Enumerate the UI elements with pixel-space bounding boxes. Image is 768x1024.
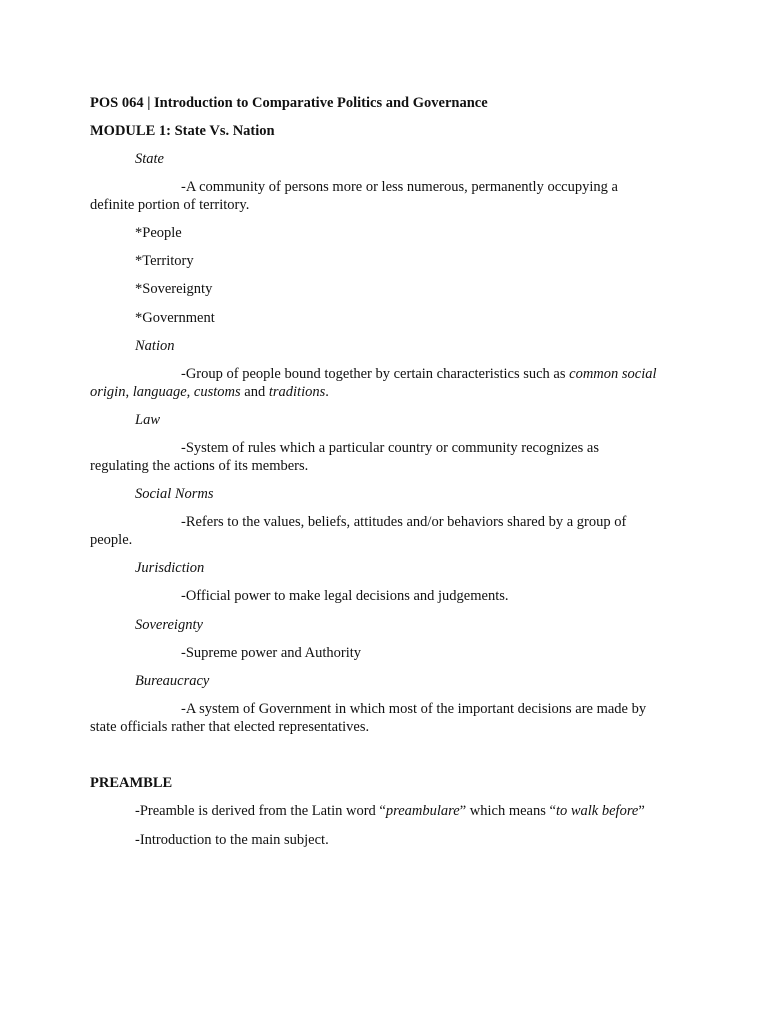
nation-definition-line2 bbox=[90, 383, 329, 401]
preamble-meaning: to walk before bbox=[555, 803, 639, 819]
law-definition-line2: regulating the actions of its members. bbox=[90, 458, 309, 474]
preamble-line1 bbox=[135, 802, 645, 820]
nation-sep: , bbox=[186, 384, 194, 400]
term-law: Law bbox=[135, 412, 160, 428]
nation-origin: origin bbox=[90, 384, 126, 400]
nation-sep: and bbox=[240, 384, 269, 400]
nation-def-emphasis: common social bbox=[569, 366, 657, 382]
state-element-people: *People bbox=[135, 225, 182, 241]
preamble-text: ” bbox=[638, 803, 645, 819]
state-element-government: *Government bbox=[135, 310, 215, 326]
social-norms-definition-line2: people. bbox=[90, 532, 133, 548]
nation-def-text: -Group of people bound together by certain characteristics such as bbox=[181, 366, 570, 382]
nation-sep: , bbox=[125, 384, 133, 400]
preamble-line2: -Introduction to the main subject. bbox=[135, 832, 329, 848]
bureaucracy-definition-line1: -A system of Government in which most of the important decisions are made by bbox=[181, 701, 647, 717]
bureaucracy-definition-line2: state officials rather that elected representatives. bbox=[90, 719, 370, 735]
nation-customs: customs bbox=[193, 384, 241, 400]
state-element-territory: *Territory bbox=[135, 253, 194, 269]
preamble-text: -Preamble is derived from the Latin word “ bbox=[135, 803, 386, 819]
state-element-sovereignty: *Sovereignty bbox=[135, 281, 213, 297]
state-definition-line2: definite portion of territory. bbox=[90, 197, 250, 213]
preamble-heading: PREAMBLE bbox=[90, 775, 173, 791]
nation-end: . bbox=[325, 384, 329, 400]
social-norms-definition-line1: -Refers to the values, beliefs, attitudes and/or behaviors shared by a group of bbox=[181, 514, 627, 530]
preamble-latin-word: preambulare bbox=[385, 803, 460, 819]
course-title: POS 064 | Introduction to Comparative Politics and Governance bbox=[90, 95, 488, 111]
term-jurisdiction: Jurisdiction bbox=[135, 560, 205, 576]
sovereignty-definition: -Supreme power and Authority bbox=[181, 645, 362, 661]
term-social-norms: Social Norms bbox=[135, 486, 214, 502]
module-title: MODULE 1: State Vs. Nation bbox=[90, 123, 275, 139]
nation-language: language bbox=[132, 384, 187, 400]
nation-definition-line1 bbox=[181, 365, 657, 383]
law-definition-line1: -System of rules which a particular country or community recognizes as bbox=[181, 440, 599, 456]
term-state: State bbox=[135, 151, 164, 167]
state-definition-line1: -A community of persons more or less numerous, permanently occupying a bbox=[181, 179, 618, 195]
term-bureaucracy: Bureaucracy bbox=[135, 673, 210, 689]
preamble-text: ” which means “ bbox=[459, 803, 556, 819]
term-sovereignty: Sovereignty bbox=[135, 617, 203, 633]
term-nation: Nation bbox=[135, 338, 175, 354]
jurisdiction-definition: -Official power to make legal decisions and judgements. bbox=[181, 588, 509, 604]
nation-traditions: traditions bbox=[268, 384, 326, 400]
